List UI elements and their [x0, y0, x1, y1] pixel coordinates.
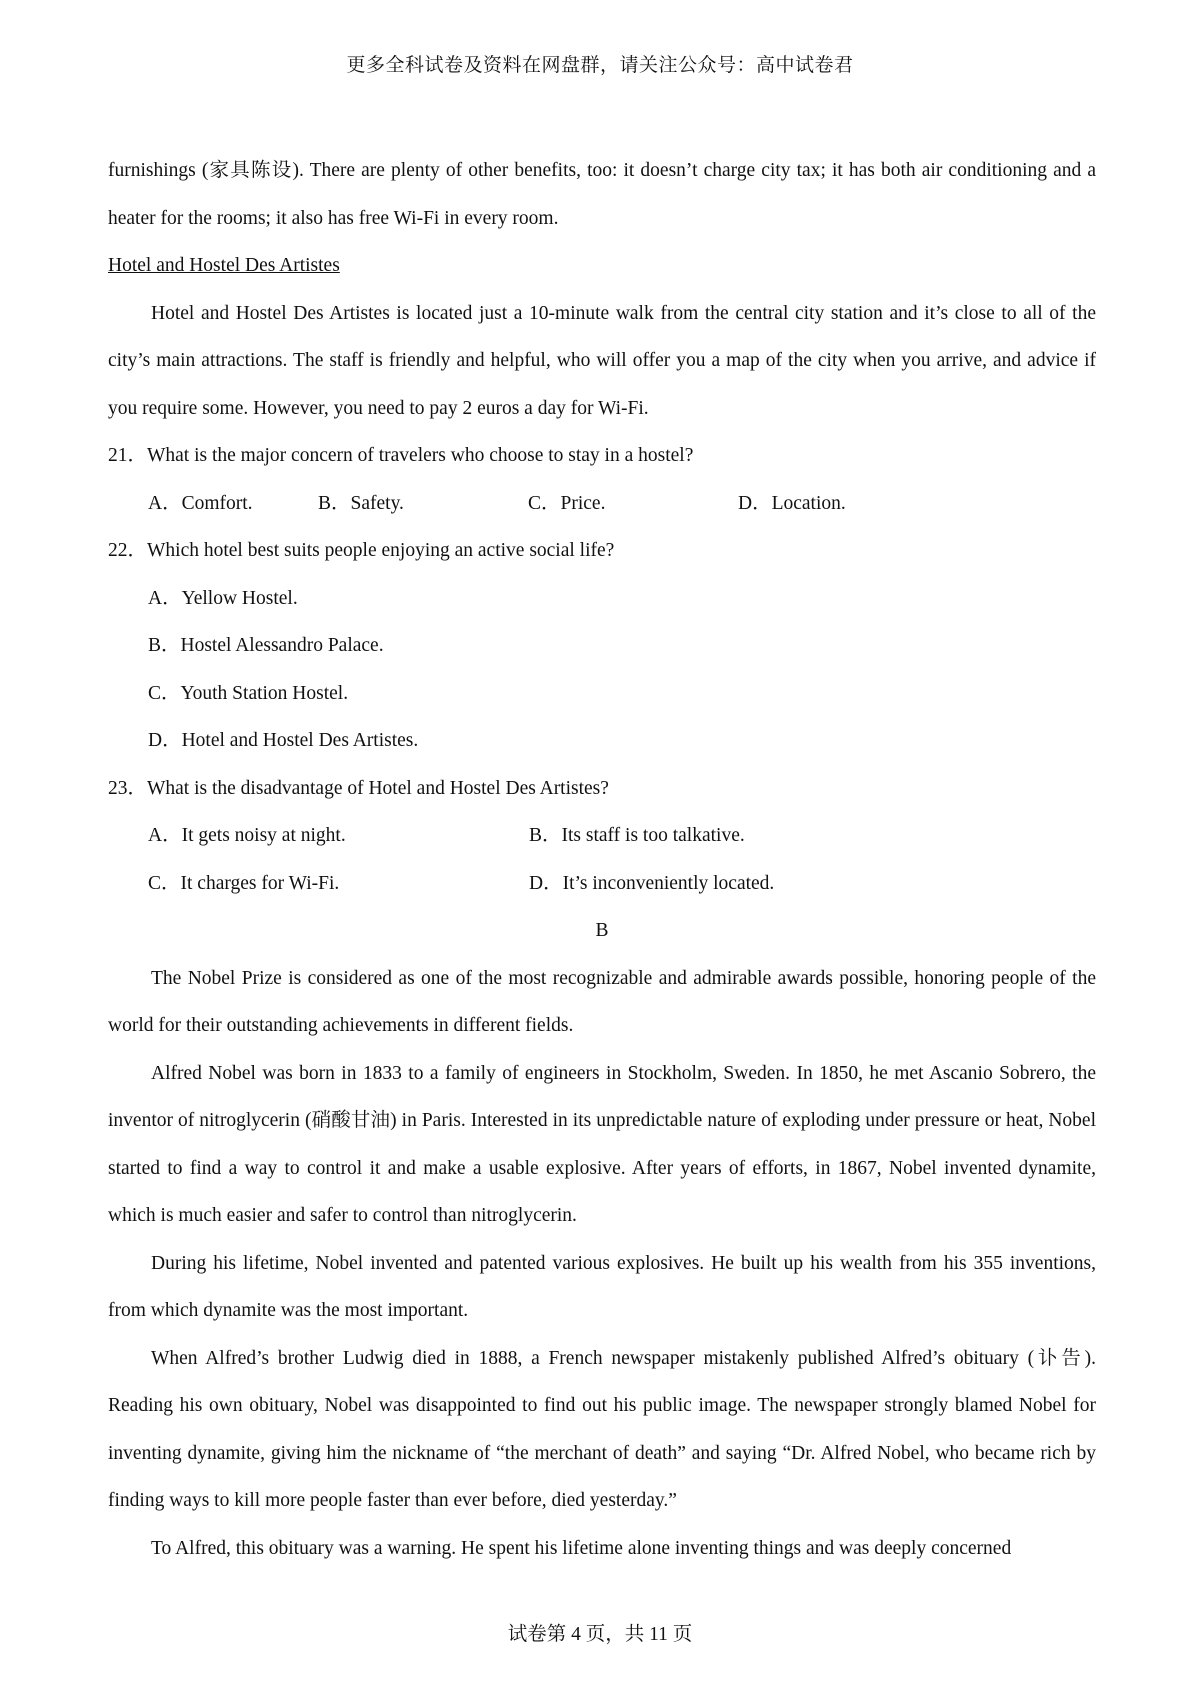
question-22-stem: 22．Which hotel best suits people enjoying an active social life?: [108, 540, 615, 561]
option-d: D．Location.: [738, 492, 846, 514]
passage-paragraph: Alfred Nobel was born in 1833 to a family of engineers in Stockholm, Sweden. In 1850, he met Ascanio Sobrero, the inventor of nitroglycerin (硝酸甘油) in Paris. Interested in its unpredictable nature of exploding under pressure or heat, Nobel started to find a way to control it and make a usable explosive. After years of efforts, in 1867, Nobel invented dynamite, which is much easier and safer to control than nitroglycerin.: [108, 1062, 1096, 1226]
passage-paragraph: The Nobel Prize is considered as one of the most recognizable and admirable awards possible, honoring people of the world for their outstanding achievements in different fields.: [108, 967, 1096, 1036]
paragraph-continued: furnishings (家具陈设). There are plenty of other benefits, too: it doesn’t charge city tax; it has both air conditioning and a heater for the rooms; it also has free Wi-Fi in every room.: [108, 160, 1096, 229]
question-21-stem: 21．What is the major concern of travelers who choose to stay in a hostel?: [108, 445, 694, 466]
page-content: [108, 147, 1096, 1572]
option-a: A．Comfort.: [148, 492, 253, 514]
option-c: C．It charges for Wi-Fi.: [148, 872, 340, 894]
option-a: A．It gets noisy at night.: [148, 825, 346, 846]
paragraph-des-artistes: Hotel and Hostel Des Artistes is located just a 10-minute walk from the central city station and it’s close to all of the city’s main attractions. The staff is friendly and helpful, who will offer you a map of the city when you arrive, and advice if you require some. However, you need to pay 2 euros a day for Wi-Fi.: [108, 302, 1096, 419]
passage-paragraph: When Alfred’s brother Ludwig died in 1888, a French newspaper mistakenly published Alfred’s obituary (讣告). Reading his own obituary, Nobel was disappointed to find out his public image. The newspaper strongly blamed Nobel for inventing dynamite, giving him the nickname of “the merchant of death” and saying “Dr. Alfred Nobel, who became rich by finding ways to kill more people faster than ever before, died yesterday.”: [108, 1347, 1096, 1511]
option-b: B．Hostel Alessandro Palace.: [148, 635, 384, 656]
section-heading: Hotel and Hostel Des Artistes: [108, 255, 340, 276]
option-c: C．Youth Station Hostel.: [148, 682, 349, 704]
option-b: B．Safety.: [318, 492, 404, 514]
question-23-stem: 23．What is the disadvantage of Hotel and Hostel Des Artistes?: [108, 777, 609, 799]
option-a: A．Yellow Hostel.: [148, 587, 298, 609]
section-b-label: B: [595, 920, 609, 941]
option-c: C．Price.: [528, 492, 606, 514]
question-21-options: [108, 480, 1096, 528]
page-footer: 试卷第 4 页，共 11 页: [507, 1624, 693, 1645]
option-b: B．Its staff is too talkative.: [529, 825, 745, 846]
option-d: D．Hotel and Hostel Des Artistes.: [148, 730, 419, 751]
question-23-options-row1: [108, 812, 1096, 860]
passage-paragraph: To Alfred, this obituary was a warning. He spent his lifetime alone inventing things and was deeply concerned: [151, 1537, 1012, 1559]
option-d: D．It’s inconveniently located.: [529, 872, 775, 894]
passage-paragraph: During his lifetime, Nobel invented and patented various explosives. He built up his wealth from his 355 inventions, from which dynamite was the most important.: [108, 1252, 1096, 1321]
question-23-options-row2: [108, 860, 1096, 908]
page-header: 更多全科试卷及资料在网盘群，请关注公众号：高中试卷君: [346, 55, 854, 76]
